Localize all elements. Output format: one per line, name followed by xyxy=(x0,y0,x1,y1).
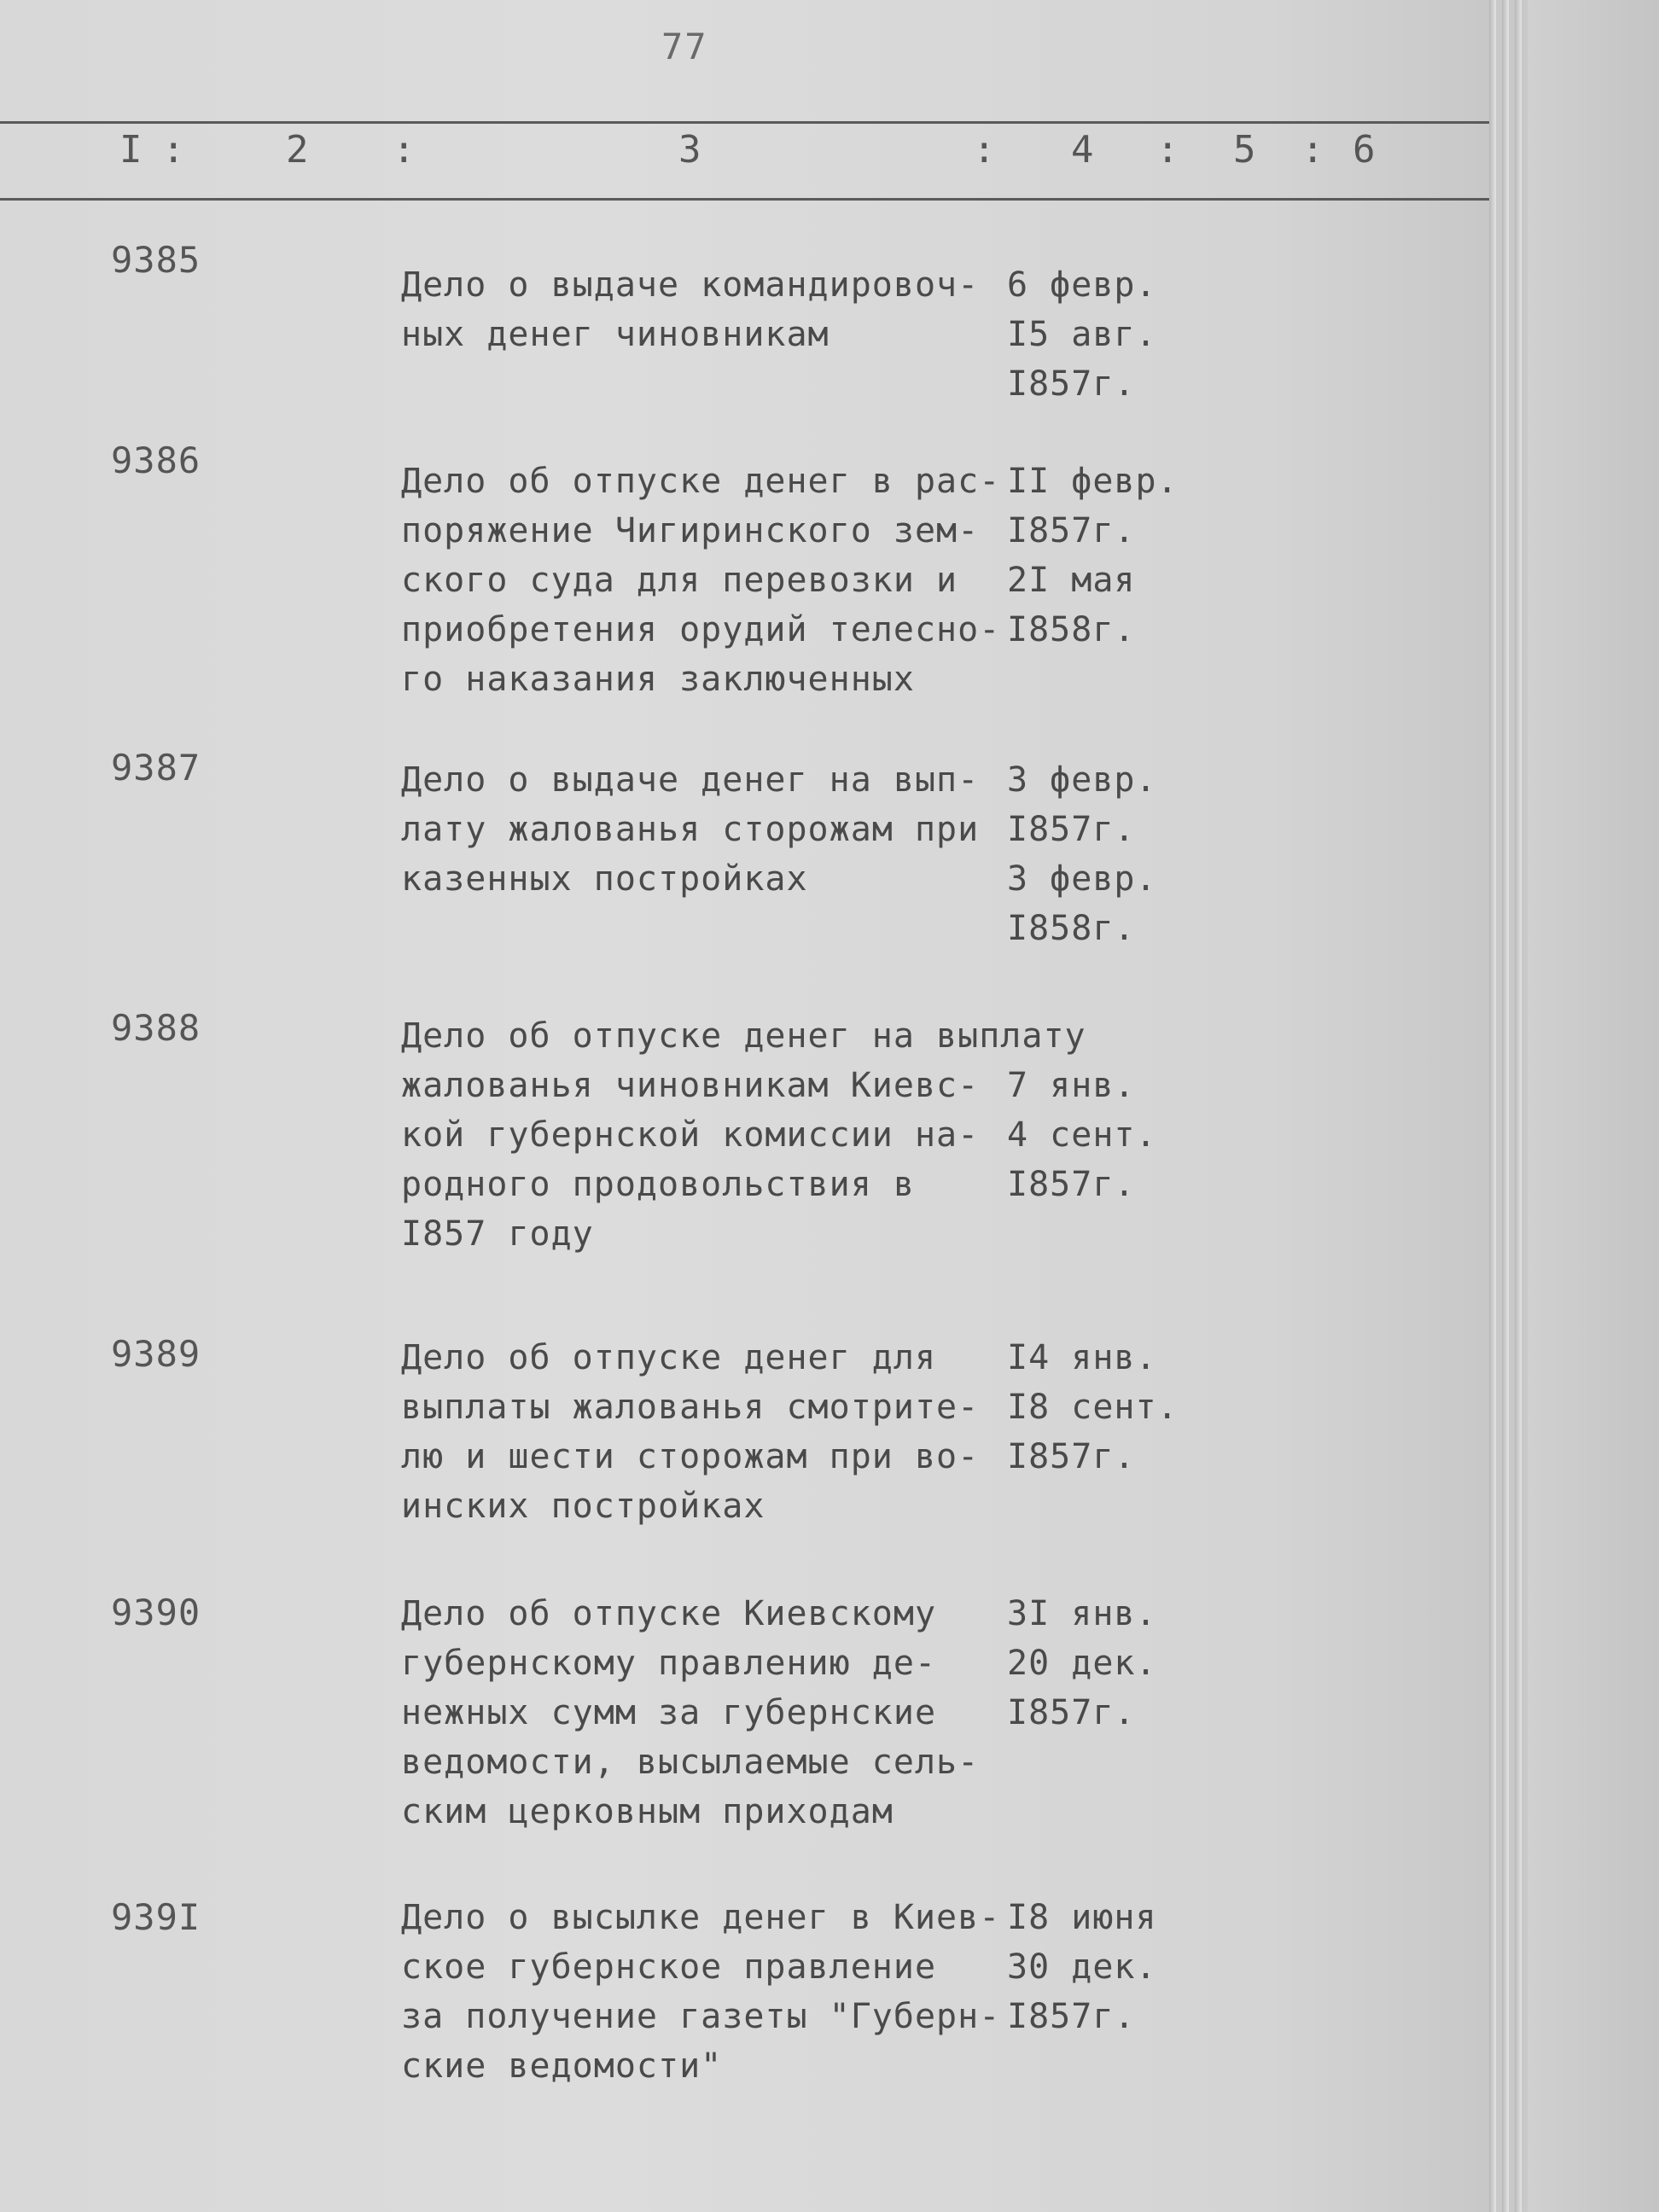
entry-dates: 7 янв. 4 сент. I857г. xyxy=(1007,1066,1157,1204)
entry-dates: I4 янв. I8 сент. I857г. xyxy=(1007,1338,1179,1476)
entry-dates: 3 февр. I857г. 3 февр. I858г. xyxy=(1007,760,1157,948)
entry-description: Дело о выдаче командировоч- ных денег чиновникам xyxy=(401,265,980,354)
entry-dates: 6 февр. I5 авг. I857г. xyxy=(1007,265,1157,404)
column-header: I xyxy=(119,128,143,172)
header-rule-top xyxy=(0,121,1489,124)
entry-number: 9389 xyxy=(111,1333,201,1375)
header-rule-bottom xyxy=(0,198,1489,201)
entry-number: 939I xyxy=(111,1896,201,1938)
page-edge xyxy=(1515,0,1522,2212)
page-edge xyxy=(1489,0,1496,2212)
column-header: 6 xyxy=(1353,128,1376,172)
entry-dates: 3I янв. 20 дек. I857г. xyxy=(1007,1594,1157,1732)
column-separator: : xyxy=(162,128,185,172)
entry-description: Дело об отпуске денег на жалованья чиновникам Киевс- кой губернской комиссии на- родного продовольствия в I857 году xyxy=(401,1016,980,1254)
entry-number: 9390 xyxy=(111,1592,201,1633)
entry-number: 9388 xyxy=(111,1007,201,1049)
entry-description: Дело об отпуске денег в рас- поряжение Чигиринского зем- ского суда для перевозки и приобретения орудий телесно- го наказания заключенных xyxy=(401,462,1001,699)
column-separator: : xyxy=(1156,128,1179,172)
entry-dates: I8 июня 30 дек. I857г. xyxy=(1007,1898,1157,2036)
column-separator: : xyxy=(1301,128,1324,172)
page-edge xyxy=(1502,0,1509,2212)
entry-description: Дело о высылке денег в Киев- ское губернское правление за получение газеты "Губерн- ские ведомости" xyxy=(401,1898,1001,2086)
entry-number: 9387 xyxy=(111,747,201,789)
column-header: 5 xyxy=(1233,128,1256,172)
entry-number: 9386 xyxy=(111,439,201,481)
entry-dates: II февр. I857г. 2I мая I858г. xyxy=(1007,462,1179,649)
page-number: 77 xyxy=(661,26,708,67)
column-separator: : xyxy=(973,128,996,172)
column-separator: : xyxy=(393,128,416,172)
entry-description: Дело об отпуске Киевскому губернскому правлению де- нежных сумм за губернские ведомости, высылаемые сель- ским церковным приходам xyxy=(401,1594,980,1831)
entry-description: Дело об отпуске денег для выплаты жалованья смотрите- лю и шести сторожам при во- инских постройках xyxy=(401,1338,980,1526)
column-header: 2 xyxy=(286,128,309,172)
entry-description: Дело о выдаче денег на вып- лату жалованья сторожам при казенных постройках xyxy=(401,760,980,899)
background-shadow xyxy=(1528,0,1659,2212)
column-header: 3 xyxy=(678,128,701,172)
entry-number: 9385 xyxy=(111,239,201,281)
column-header: 4 xyxy=(1071,128,1094,172)
